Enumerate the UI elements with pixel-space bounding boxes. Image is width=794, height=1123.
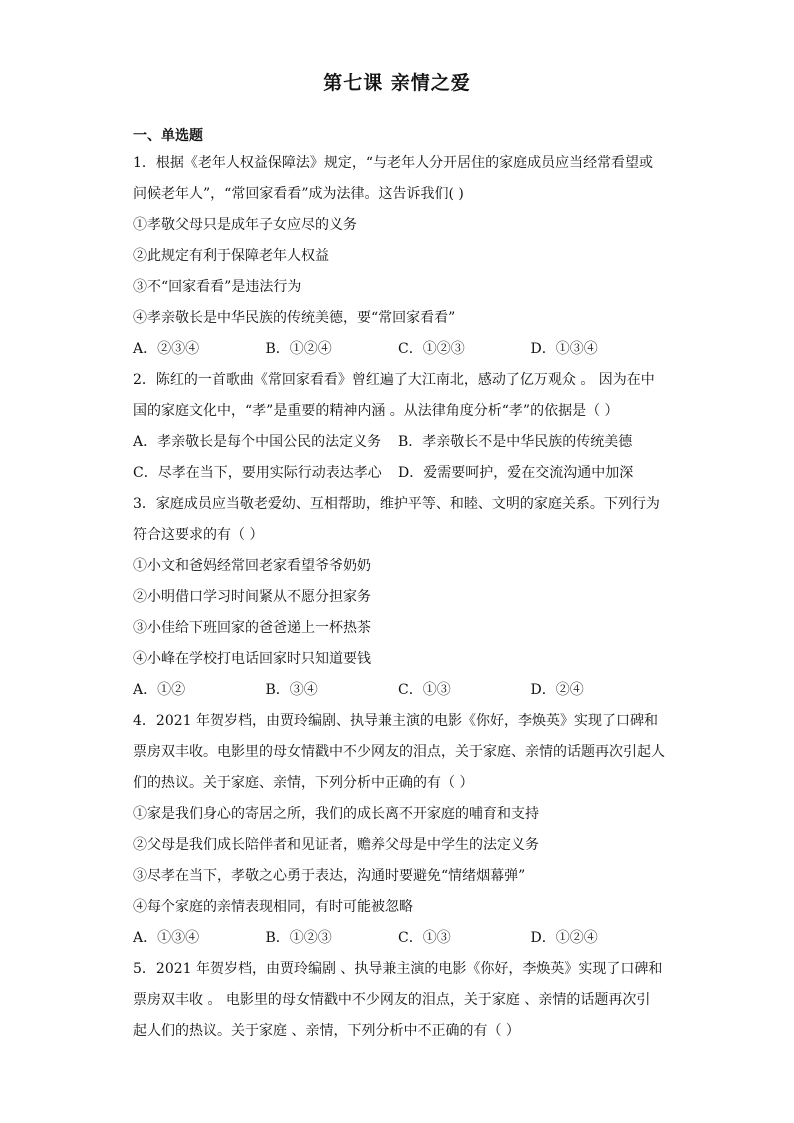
answer-option[interactable]: C．①③	[398, 930, 451, 946]
statement-item: ①孝敬父母只是成年子女应尽的义务	[133, 217, 357, 233]
statement-item: ③不“回家看看”是违法行为	[133, 279, 302, 295]
statement-item: ②此规定有利于保障老年人权益	[133, 248, 329, 264]
options-row	[133, 923, 663, 954]
statement-item: ①家是我们身心的寄居之所，我们的成长离不开家庭的哺育和支持	[133, 806, 539, 822]
answer-option[interactable]: C．①②③	[398, 341, 465, 357]
statement-item: ①小文和爸妈经常回老家看望爷爷奶奶	[133, 558, 371, 574]
question-4	[133, 706, 663, 954]
options-row	[133, 458, 663, 489]
statement-item: ③小佳给下班回家的爸爸递上一杯热茶	[133, 620, 371, 636]
statement-item: ④孝亲敬长是中华民族的传统美德，要“常回家看看”	[133, 310, 456, 326]
statement-item: ④小峰在学校打电话回家时只知道要钱	[133, 651, 371, 667]
question-stem-line: 国的家庭文化中，“孝”是重要的精神内涵 。从法律角度分析“孝”的依据是（ ）	[133, 403, 619, 419]
question-stem-line: 问候老年人”，“常回家看看”成为法律。这告诉我们( )	[133, 186, 464, 202]
answer-option[interactable]: B．③④	[265, 682, 318, 698]
answer-option[interactable]: D．①③④	[530, 341, 598, 357]
question-2	[133, 365, 663, 489]
options-row	[133, 675, 663, 706]
question-1	[133, 148, 663, 365]
question-stem-line: 票房双丰收。电影里的母女情戳中不少网友的泪点，关于家庭、亲情的话题再次引起人	[133, 744, 665, 760]
answer-option[interactable]: B．①②③	[265, 930, 332, 946]
question-stem-line: 3．家庭成员应当敬老爱幼、互相帮助，维护平等、和睦、文明的家庭关系。下列行为	[133, 496, 660, 512]
question-stem-line: 4．2021 年贺岁档，由贾玲编剧、执导兼主演的电影《你好，李焕英》实现了口碑和	[133, 713, 658, 729]
statement-item: ④每个家庭的亲情表现相同，有时可能被忽略	[133, 899, 413, 915]
answer-option[interactable]: A．②③④	[133, 341, 200, 357]
question-stem-line: 票房双丰收 。 电影里的母女情戳中不少网友的泪点，关于家庭 、亲情的话题再次引	[133, 992, 651, 1008]
question-stem-line: 符合这要求的有（ ）	[133, 527, 264, 543]
question-stem-line: 们的热议。关于家庭、亲情，下列分析中正确的有（ ）	[133, 775, 474, 791]
question-5	[133, 954, 663, 1047]
question-stem-line: 5．2021 年贺岁档，由贾玲编剧 、执导兼主演的电影《你好，李焕英》实现了口碑和	[133, 961, 663, 977]
question-stem-line: 1．根据《老年人权益保障法》规定，“与老年人分开居住的家庭成员应当经常看望或	[133, 155, 654, 171]
answer-option[interactable]: C．尽孝在当下，要用实际行动表达孝心	[133, 465, 382, 481]
options-row	[133, 427, 663, 458]
answer-option[interactable]: D．②④	[530, 682, 584, 698]
question-3	[133, 489, 663, 706]
answer-option[interactable]: C．①③	[398, 682, 451, 698]
answer-option[interactable]: D．爱需要呵护，爱在交流沟通中加深	[398, 465, 634, 481]
statement-item: ②小明借口学习时间紧从不愿分担家务	[133, 589, 371, 605]
answer-option[interactable]: B．①②④	[265, 341, 332, 357]
question-list	[133, 148, 663, 1047]
section-heading: 一、单选题	[133, 128, 203, 144]
page-title: 第七课 亲情之爱	[323, 72, 471, 94]
answer-option[interactable]: B．孝亲敬长不是中华民族的传统美德	[398, 434, 633, 450]
statement-item: ③尽孝在当下，孝敬之心勇于表达，沟通时要避免“情绪烟幕弹”	[133, 868, 526, 884]
question-stem-line: 起人们的热议。关于家庭 、亲情，下列分析中不正确的有（ ）	[133, 1023, 520, 1039]
statement-item: ②父母是我们成长陪伴者和见证者，赡养父母是中学生的法定义务	[133, 837, 539, 853]
answer-option[interactable]: D．①②④	[530, 930, 598, 946]
answer-option[interactable]: A．①③④	[133, 930, 200, 946]
answer-option[interactable]: A．①②	[133, 682, 186, 698]
answer-option[interactable]: A．孝亲敬长是每个中国公民的法定义务	[133, 434, 382, 450]
question-stem-line: 2．陈红的一首歌曲《常回家看看》曾红遍了大江南北，感动了亿万观众 。 因为在中	[133, 372, 655, 388]
options-row	[133, 334, 663, 365]
